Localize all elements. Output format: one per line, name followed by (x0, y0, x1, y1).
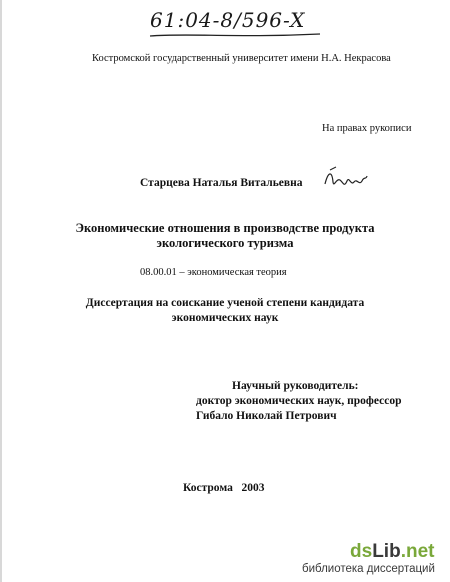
logo-part-net: .net (400, 541, 435, 562)
scan-edge (0, 0, 2, 582)
archive-code-handwritten: 61:04-8/596-X (150, 8, 306, 32)
supervisor-label: Научный руководитель: (232, 380, 359, 392)
university-name: Костромской государственный университет имени Н.А. Некрасова (92, 53, 391, 64)
author-signature (322, 164, 370, 194)
archive-code-underline (148, 30, 323, 40)
dissertation-line-2: экономических наук (171, 312, 279, 324)
logo-part-ds: ds (350, 541, 373, 562)
dslib-logo[interactable] (350, 541, 434, 563)
specialty-code: 08.00.01 (140, 267, 177, 278)
logo-part-lib: Lib (372, 541, 401, 562)
city-year: Кострома 2003 (183, 482, 265, 494)
specialty-name: – экономическая теория (176, 267, 287, 278)
thesis-title-line-1: Экономические отношения в производстве продукта (75, 221, 375, 235)
supervisor-name: Гибало Николай Петрович (196, 410, 337, 422)
rights-note: На правах рукописи (322, 123, 412, 134)
thesis-title-line-2: экологического туризма (156, 236, 294, 250)
watermark-subtitle: библиотека диссертаций (302, 563, 435, 575)
author-name: Старцева Наталья Витальевна (140, 177, 303, 189)
dissertation-line-1: Диссертация на соискание ученой степени кандидата (85, 297, 365, 309)
supervisor-degree: доктор экономических наук, профессор (196, 395, 402, 407)
specialty (140, 267, 287, 278)
